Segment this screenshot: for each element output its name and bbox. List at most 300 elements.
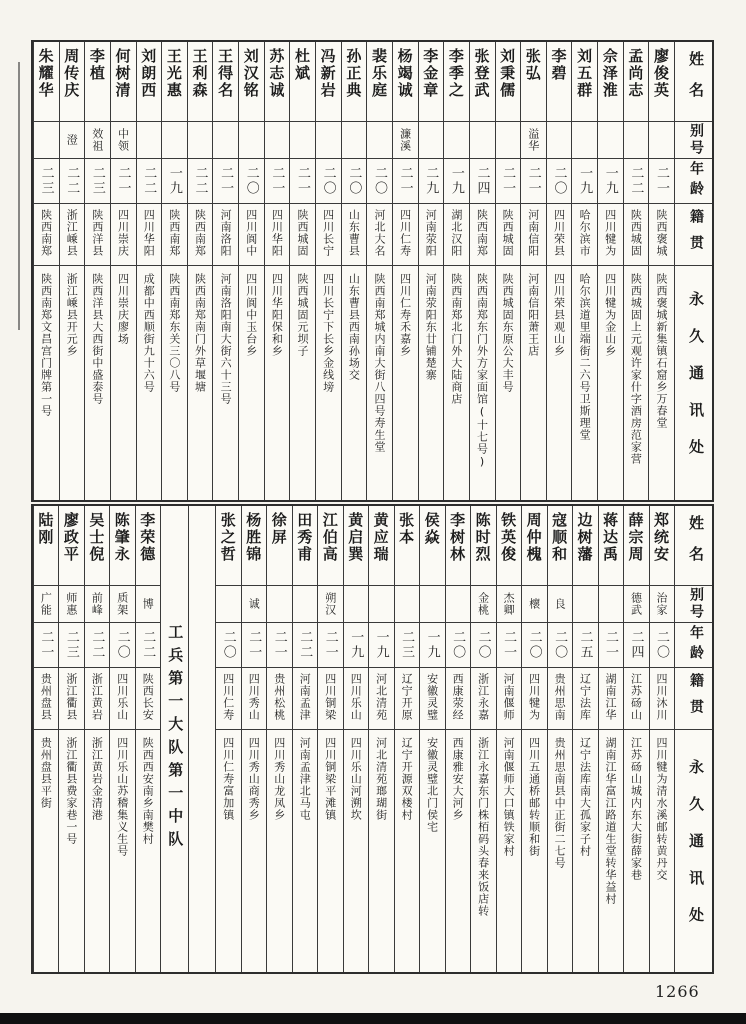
native-place-cell: 四川乐山 [110,668,134,730]
native-place-cell: 湖北汉阳 [444,204,469,266]
entry-column [597,42,623,500]
age-cell: 二一 [290,159,315,204]
age-cell: 一九 [162,159,187,204]
age-cell: 二〇 [216,623,240,668]
name-cell: 苏志诚 [265,42,290,122]
alias-cell [213,122,238,159]
unit-title-column [160,506,188,972]
address-cell: 浙江永嘉东门株栢码头春来饭店转 [476,737,490,917]
age-cell: 二一 [521,159,546,204]
age-cell: 二一 [213,159,238,204]
name-cell: 陈肇永 [110,506,134,586]
name-cell: 李季之 [444,42,469,122]
alias-cell [444,122,469,159]
entry-column [648,42,674,500]
entry-column [58,506,83,972]
age-cell: 二一 [599,623,623,668]
native-place-cell: 山东曹县 [342,204,367,266]
address-cell: 贵州盘县平街 [39,737,53,809]
header-name: 姓名 [675,42,712,122]
address-cell: 四川长宁下长乡金线塝 [321,273,335,393]
alias-cell: 质架 [110,586,134,623]
native-place-cell: 浙江衢县 [59,668,83,730]
alias-cell: 櫰 [522,586,546,623]
name-cell: 周仲槐 [522,506,546,586]
name-cell: 张之哲 [216,506,240,586]
native-place-cell: 贵州松桃 [267,668,291,730]
alias-cell: 良 [548,586,572,623]
age-cell: 二一 [34,623,58,668]
name-cell: 张弘 [521,42,546,122]
alias-cell [290,122,315,159]
address-cell: 四川铜梁平滩镇 [323,737,337,821]
header-alias: 别号 [675,586,712,623]
native-place-cell: 辽宁开原 [395,668,419,730]
alias-cell [367,122,392,159]
alias-cell: 治家 [650,586,674,623]
address-cell: 四川阆中玉台乡 [244,273,258,357]
alias-cell [572,122,597,159]
native-place-cell: 四川阆中 [239,204,264,266]
entry-column [649,506,674,972]
alias-cell: 广能 [34,586,58,623]
entry-column [187,42,213,500]
entry-column [84,506,109,972]
alias-cell [137,122,162,159]
alias-cell: 前峰 [85,586,109,623]
native-place-cell: 湖南江华 [599,668,623,730]
name-cell: 徐屏 [267,506,291,586]
entry-column [264,42,290,500]
alias-cell: 诚 [242,586,266,623]
entry-column [443,42,469,500]
age-cell: 二二 [136,623,160,668]
name-cell: 李荣德 [136,506,160,586]
age-cell: 一九 [369,623,393,668]
entry-column [266,506,291,972]
entry-column [59,42,85,500]
age-cell: 一九 [598,159,623,204]
alias-cell [420,586,444,623]
name-cell: 周传庆 [60,42,85,122]
age-cell: 二〇 [650,623,674,668]
entry-column [135,506,160,972]
alias-cell [446,586,470,623]
address-cell: 西康雅安大河乡 [451,737,465,821]
age-cell: 二〇 [316,159,341,204]
address-cell: 湖南江华富江路道生堂转华益村 [604,737,618,905]
native-place-cell: 陕西洋县 [85,204,110,266]
scan-edge-bottom [0,1013,746,1024]
age-cell: 二〇 [548,623,572,668]
address-cell: 安徽灵璧北门侯宅 [425,737,439,833]
address-cell: 陕西褒城新集镇石窟乡万春堂 [655,273,668,429]
name-cell: 黄应瑞 [369,506,393,586]
alias-cell [267,586,291,623]
entry-column [84,42,110,500]
alias-cell: 濂溪 [393,122,418,159]
age-cell: 一九 [344,623,368,668]
native-place-cell: 陕西长安 [136,668,160,730]
name-cell: 边树藩 [573,506,597,586]
alias-cell [342,122,367,159]
name-cell: 江伯高 [318,506,342,586]
address-cell: 四川五通桥邮转顺和街 [527,737,541,857]
entry-column [419,506,444,972]
name-cell: 刘五群 [572,42,597,122]
name-cell: 杜斌 [290,42,315,122]
age-cell: 二三 [395,623,419,668]
alias-cell: 金桃 [471,586,495,623]
alias-cell [547,122,572,159]
age-cell: 二四 [470,159,495,204]
name-cell: 廖俊英 [649,42,674,122]
native-place-cell: 四川铜梁 [318,668,342,730]
entry-column [241,506,266,972]
age-cell: 二一 [649,159,674,204]
entry-column [392,42,418,500]
native-place-cell: 西康荥经 [446,668,470,730]
entry-column [547,506,572,972]
age-cell: 一九 [420,623,444,668]
entry-column [341,42,367,500]
name-cell: 张本 [395,506,419,586]
age-cell: 二二 [60,159,85,204]
address-cell: 陕西南郑北门外大陆商店 [449,273,463,405]
alias-cell [265,122,290,159]
alias-cell [239,122,264,159]
entry-column [496,506,521,972]
age-cell: 二三 [59,623,83,668]
address-cell: 四川崇庆廖场 [116,273,130,345]
entry-column [418,42,444,500]
address-cell: 陕西南郑东门外方家面馆(十七号) [475,273,489,469]
age-cell: 一九 [444,159,469,204]
alias-cell [344,586,368,623]
alias-cell: 德武 [624,586,648,623]
name-cell: 薛宗周 [624,506,648,586]
alias-cell: 杰卿 [497,586,521,623]
entry-column [109,506,134,972]
age-cell: 二一 [265,159,290,204]
address-cell: 四川仁寿富加镇 [221,737,235,821]
age-cell: 二〇 [367,159,392,204]
age-cell: 二一 [267,623,291,668]
age-cell: 二九 [419,159,444,204]
native-place-cell: 四川犍为 [522,668,546,730]
header-address: 永久通讯处 [687,758,705,944]
native-place-cell: 河南荥阳 [419,204,444,266]
age-cell: 二一 [393,159,418,204]
alias-cell [624,122,649,159]
entry-column [623,42,649,500]
alias-cell: 博 [136,586,160,623]
address-cell: 辽宁开源双楼村 [400,737,414,821]
top-roster-table [31,40,714,502]
address-cell: 陕西南郑文昌宫门牌第一号 [39,273,53,417]
entry-column [136,42,162,500]
alias-cell [34,122,59,159]
entry-column [317,506,342,972]
native-place-cell: 陕西城固 [290,204,315,266]
header-column [674,42,712,500]
entry-column [212,42,238,500]
native-place-cell: 陕西南郑 [188,204,213,266]
entry-column [343,506,368,972]
name-cell: 陈时烈 [471,506,495,586]
native-place-cell: 哈尔滨市 [572,204,597,266]
native-place-cell: 陕西南郑 [162,204,187,266]
entry-column [623,506,648,972]
alias-cell [598,122,623,159]
entry-column [33,42,59,500]
address-cell: 陕西南郑南门外草堰塘 [193,273,207,393]
name-cell: 郑统安 [650,506,674,586]
native-place-cell: 河南洛阳 [213,204,238,266]
address-cell: 陕西洋县大西街中盛泰号 [90,273,104,405]
entry-column [289,42,315,500]
alias-cell [316,122,341,159]
address-cell: 四川仁寿禾嘉乡 [398,273,412,357]
entry-column [598,506,623,972]
age-cell: 二〇 [547,159,572,204]
alias-cell [293,586,317,623]
native-place-cell: 河南孟津 [293,668,317,730]
age-cell: 二〇 [110,623,134,668]
native-place-cell: 江苏砀山 [624,668,648,730]
name-cell: 刘秉儒 [496,42,521,122]
name-cell: 杨竭诚 [393,42,418,122]
native-place-cell: 浙江嵊县 [60,204,85,266]
alias-cell [369,586,393,623]
address-cell: 陕西城固东原公大丰号 [501,273,515,393]
header-column [674,506,712,972]
address-cell: 哈尔滨道里端街二六号卫斯理堂 [578,273,592,441]
header-native: 籍贯 [675,204,712,266]
entry-column [215,506,240,972]
entry-column [495,42,521,500]
header-age: 年龄 [675,623,712,668]
age-cell: 二二 [137,159,162,204]
name-cell: 李树林 [446,506,470,586]
alias-cell: 中领 [111,122,136,159]
native-place-cell: 陕西南郑 [470,204,495,266]
address-cell: 河南洛阳南大街六十三号 [219,273,233,405]
entry-column [33,506,58,972]
unit-title: 工兵第一大队第一中队 [166,624,185,854]
age-cell: 二〇 [522,623,546,668]
native-place-cell: 浙江永嘉 [471,668,495,730]
address-cell: 贵州思南县中正街二七号 [553,737,567,869]
native-place-cell: 辽宁法库 [573,668,597,730]
name-cell: 孙正典 [342,42,367,122]
unit-spacer-column [188,506,215,972]
name-cell: 铁英俊 [497,506,521,586]
name-cell: 佘泽淮 [598,42,623,122]
name-cell: 田秀甫 [293,506,317,586]
alias-cell: 效祖 [85,122,110,159]
address-cell: 陕西西安南乡南樊村 [141,737,155,845]
name-cell: 朱耀华 [34,42,59,122]
header-native: 籍贯 [675,668,712,730]
name-cell: 王得名 [213,42,238,122]
name-cell: 王光惠 [162,42,187,122]
native-place-cell: 贵州思南 [548,668,572,730]
header-alias: 别号 [675,122,712,159]
age-cell: 二二 [188,159,213,204]
address-cell: 四川秀山龙凤乡 [272,737,286,821]
header-address: 永久通讯处 [687,290,705,476]
entry-column [161,42,187,500]
native-place-cell: 河南信阳 [521,204,546,266]
address-cell: 四川荣县观山乡 [552,273,566,357]
alias-cell [649,122,674,159]
native-place-cell: 四川乐山 [344,668,368,730]
name-cell: 刘朗西 [137,42,162,122]
entry-column [238,42,264,500]
native-place-cell: 陕西城固 [624,204,649,266]
name-cell: 王利森 [188,42,213,122]
name-cell: 孟尚志 [624,42,649,122]
native-place-cell: 四川华阳 [137,204,162,266]
native-place-cell: 河北清苑 [369,668,393,730]
alias-cell [470,122,495,159]
name-cell: 裴乐庭 [367,42,392,122]
age-cell: 二一 [318,623,342,668]
alias-cell: 溢华 [521,122,546,159]
age-cell: 一九 [572,159,597,204]
name-cell: 张登武 [470,42,495,122]
address-cell: 四川乐山河溯坎 [349,737,363,821]
native-place-cell: 四川崇庆 [111,204,136,266]
header-age: 年龄 [675,159,712,204]
age-cell: 二二 [85,623,109,668]
name-cell: 寇顺和 [548,506,572,586]
native-place-cell: 河北大名 [367,204,392,266]
entry-column [470,506,495,972]
name-cell: 吴士倪 [85,506,109,586]
page-number: 1266 [655,982,700,1001]
entry-column [520,42,546,500]
name-cell: 李植 [85,42,110,122]
native-place-cell: 河南偃师 [497,668,521,730]
age-cell: 二一 [496,159,521,204]
age-cell: 二二 [624,159,649,204]
address-cell: 四川华阳保和乡 [270,273,284,357]
alias-cell [419,122,444,159]
alias-cell: 澄 [60,122,85,159]
age-cell: 二一 [242,623,266,668]
entry-column [366,42,392,500]
address-cell: 河北清苑瑯瑚街 [374,737,388,821]
name-cell: 李金章 [419,42,444,122]
address-cell: 浙江嵊县开元乡 [65,273,79,357]
address-cell: 四川乐山苏稽集义生号 [115,737,129,857]
entry-column [571,42,597,500]
entry-column [368,506,393,972]
name-cell: 蒋达禹 [599,506,623,586]
entry-column [292,506,317,972]
native-place-cell: 陕西南郑 [34,204,59,266]
age-cell: 二一 [497,623,521,668]
native-place-cell: 四川仁寿 [216,668,240,730]
alias-cell: 师惠 [59,586,83,623]
address-cell: 河南偃师大口镇铁家村 [502,737,516,857]
address-cell: 浙江黄岩金清港 [90,737,104,821]
alias-cell [216,586,240,623]
age-cell: 二四 [624,623,648,668]
name-cell: 李碧 [547,42,572,122]
native-place-cell: 四川犍为 [598,204,623,266]
address-cell: 江苏砀山城内东大街薛家巷 [629,737,643,881]
native-place-cell: 四川长宁 [316,204,341,266]
entry-column [546,42,572,500]
native-place-cell: 四川秀山 [242,668,266,730]
address-cell: 四川犍为金山乡 [603,273,617,357]
address-cell: 四川秀山商秀乡 [247,737,261,821]
alias-cell [573,586,597,623]
age-cell: 二五 [573,623,597,668]
address-cell: 辽宁法库南大孤家子村 [578,737,592,857]
age-cell: 二二 [293,623,317,668]
address-cell: 陕西城固上元观许家什字酒房范家营 [629,273,643,465]
native-place-cell: 四川仁寿 [393,204,418,266]
address-cell: 山东曹县西南孙场交 [347,273,361,381]
entry-column [110,42,136,500]
alias-cell [395,586,419,623]
header-name: 姓名 [675,506,712,586]
bottom-roster-table [31,504,714,974]
age-cell: 二三 [85,159,110,204]
address-cell: 成都中西顺街九十六号 [142,273,156,393]
address-cell: 陕西南郑城内南大街八四号寿生堂 [372,273,386,453]
native-place-cell: 陕西城固 [496,204,521,266]
alias-cell [188,122,213,159]
name-cell: 冯新岩 [316,42,341,122]
scan-artifact-left [18,62,20,330]
name-cell: 侯焱 [420,506,444,586]
address-cell: 四川犍为清水溪邮转黄丹交 [655,737,668,881]
native-place-cell: 陕西褒城 [649,204,674,266]
native-place-cell: 安徽灵璧 [420,668,444,730]
address-cell: 河南信阳萧王店 [526,273,540,357]
name-cell: 陆刚 [34,506,58,586]
entry-column [394,506,419,972]
native-place-cell: 贵州盘县 [34,668,58,730]
entry-column [572,506,597,972]
age-cell: 二〇 [342,159,367,204]
alias-cell [162,122,187,159]
alias-cell [599,586,623,623]
age-cell: 二〇 [446,623,470,668]
address-cell: 河南孟津北马屯 [298,737,312,821]
native-place-cell: 四川荣县 [547,204,572,266]
address-cell: 河南荥阳东廿铺楚寨 [424,273,438,381]
alias-cell [496,122,521,159]
address-cell: 陕西南郑东关三〇八号 [167,273,181,393]
name-cell: 何树清 [111,42,136,122]
native-place-cell: 四川华阳 [265,204,290,266]
age-cell: 二三 [34,159,59,204]
entry-column [521,506,546,972]
address-cell: 浙江衢县费家巷一号 [64,737,78,845]
entry-column [469,42,495,500]
age-cell: 二〇 [471,623,495,668]
entry-column [445,506,470,972]
name-cell: 廖政平 [59,506,83,586]
name-cell: 黄启巽 [344,506,368,586]
address-cell: 陕西城固元坝子 [296,273,310,357]
